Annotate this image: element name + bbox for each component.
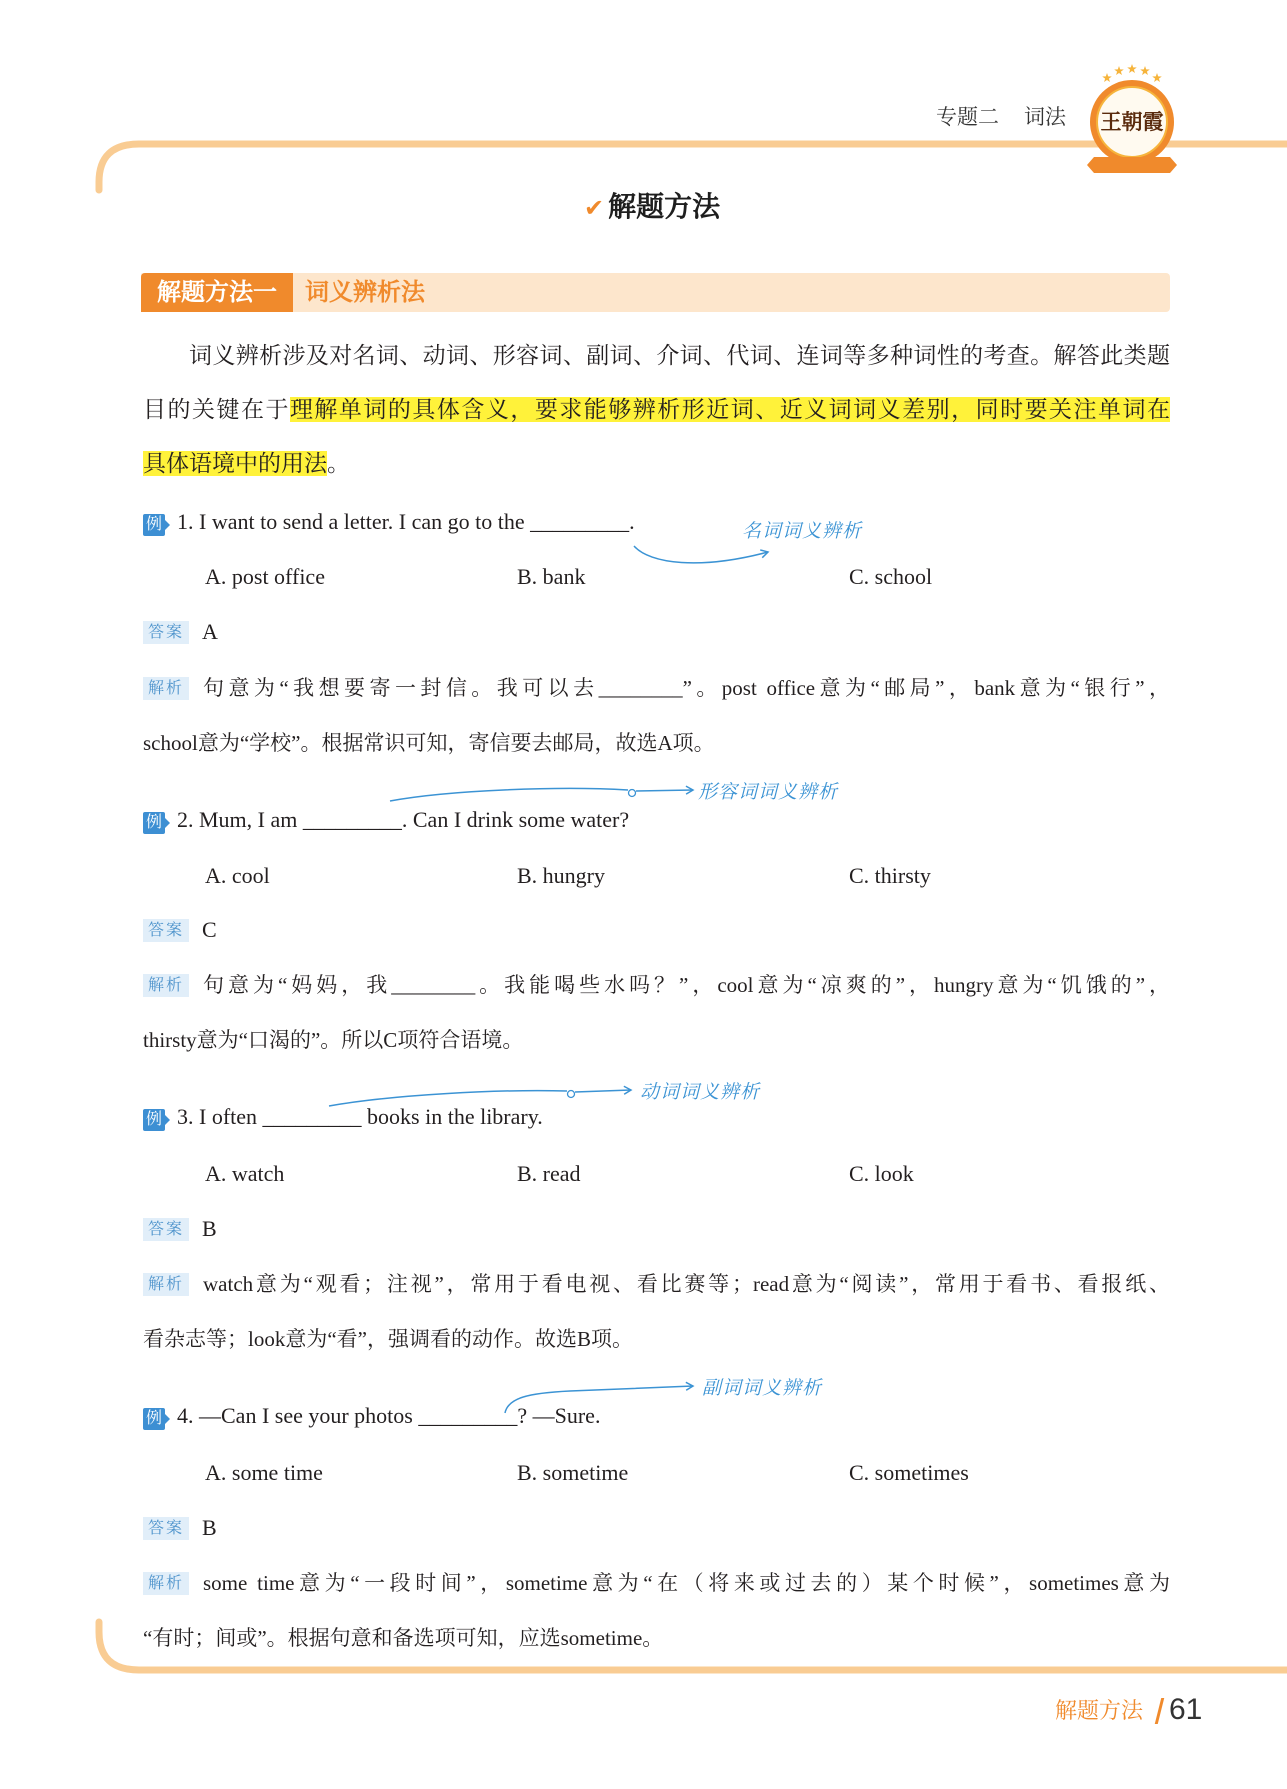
example-icon (143, 812, 165, 834)
method-tag: 解题方法一 (141, 273, 293, 312)
example-3-analysis-line-2: 看杂志等；look意为“看”，强调看的动作。故选B项。 (143, 1327, 633, 1351)
answer-value: C (202, 917, 217, 943)
example-2-question-row (143, 804, 1170, 836)
page-number: 61 (1169, 1693, 1203, 1726)
example-2-question: 2. Mum, I am _________. Can I drink some water? (177, 807, 630, 832)
analysis-label: 解析 (143, 677, 189, 700)
analysis-label: 解析 (143, 1273, 189, 1296)
annotation-arrow-3-loop (568, 1091, 575, 1098)
option-a: A. cool (205, 863, 270, 888)
example-2-annotation: 形容词词义辨析 (698, 782, 839, 803)
annotation-arrow-2-loop (629, 790, 636, 797)
example-1-question-row (143, 506, 1170, 538)
option-c: C. look (849, 1161, 914, 1186)
option-c: C. thirsty (849, 863, 931, 888)
example-1-analysis-line-2: school意为“学校”。根据常识可知，寄信要去邮局，故选A项。 (143, 731, 715, 755)
logo (1080, 62, 1184, 178)
logo-stars (1102, 64, 1162, 82)
answer-label: 答案 (143, 919, 189, 942)
example-1-answer-row (143, 616, 1170, 648)
example-4-answer-row (143, 1512, 1170, 1544)
answer-value: B (202, 1216, 217, 1242)
intro-line-3-text: 。 (327, 451, 350, 476)
footer-section: 解题方法 (1055, 1698, 1144, 1723)
option-b: B. bank (517, 564, 586, 589)
intro-line-3 (143, 437, 1170, 491)
option-a: A. post office (205, 564, 325, 589)
example-2-answer-row (143, 914, 1170, 946)
method-bar (141, 273, 1170, 312)
intro-line-1: 词义辨析涉及对名词、动词、形容词、副词、介词、代词、连词等多种词性的考查。解答此类题 (189, 343, 1170, 368)
example-3-answer-row (143, 1213, 1170, 1245)
header-topic: 专题二 (936, 106, 999, 129)
example-badge-label: 例 (145, 1410, 162, 1428)
example-icon (143, 514, 165, 536)
option-b: B. read (517, 1161, 581, 1186)
example-4-question-row (143, 1400, 1170, 1432)
example-3-options (143, 1158, 1170, 1190)
example-4-question: 4. —Can I see your photos _________? —Sure. (177, 1403, 601, 1428)
annotation-arrow-2-head (636, 790, 693, 791)
example-3-question: 3. I often _________ books in the library. (177, 1104, 543, 1129)
analysis-text: some time意为“一段时间”，sometime意为“在（将来或过去的）某个时候”，sometimes意为 (203, 1571, 1170, 1595)
method-name: 词义辨析法 (305, 279, 425, 306)
example-1-annotation: 名词词义辨析 (742, 521, 863, 542)
intro-paragraph (143, 329, 1170, 491)
example-2-analysis-line-1 (143, 969, 1170, 1001)
intro-line-2 (143, 383, 1170, 437)
option-b: B. sometime (517, 1460, 629, 1485)
example-3-annotation: 动词词义辨析 (640, 1082, 761, 1103)
example-2-options (143, 860, 1170, 892)
example-2-analysis-line-2: thirsty意为“口渴的”。所以C项符合语境。 (143, 1028, 524, 1052)
check-icon: ✔ (584, 194, 605, 222)
logo-text: 王朝霞 (1100, 109, 1164, 134)
example-badge-label: 例 (145, 814, 162, 832)
page-title-text: 解题方法 (608, 191, 721, 222)
answer-value: A (202, 619, 218, 645)
annotation-arrow-2 (390, 788, 628, 801)
option-a: A. some time (205, 1460, 323, 1485)
header-chapter: 词法 (1024, 106, 1066, 129)
option-a: A. watch (205, 1161, 285, 1186)
option-b: B. hungry (517, 863, 605, 888)
example-icon (143, 1109, 165, 1131)
annotation-arrow-3-head (575, 1090, 631, 1092)
analysis-text: watch意为“观看；注视”，常用于看电视、看比赛等；read意为“阅读”，常用于看书、看报纸、 (203, 1272, 1170, 1296)
answer-label: 答案 (143, 621, 189, 644)
analysis-text: 句意为“我想要寄一封信。我可以去________”。post office意为“邮局”，bank意为“银行”， (203, 676, 1170, 700)
intro-line-2-text: 目的关键在于 (143, 397, 290, 422)
example-4-annotation: 副词词义辨析 (702, 1378, 823, 1399)
answer-value: B (202, 1515, 217, 1541)
example-3-analysis-line-1 (143, 1268, 1170, 1300)
analysis-label: 解析 (143, 1572, 189, 1595)
example-badge-label: 例 (145, 1111, 162, 1129)
example-badge-label: 例 (145, 516, 162, 534)
answer-label: 答案 (143, 1218, 189, 1241)
analysis-text: 句意为“妈妈，我________。我能喝些水吗？”，cool意为“凉爽的”，hungry意为“饥饿的”， (203, 973, 1170, 997)
analysis-label: 解析 (143, 974, 189, 997)
intro-highlight-1: 理解单词的具体含义，要求能够辨析形近词、近义词词义差别，同时要关注单词在 (289, 397, 1170, 422)
example-1-question: 1. I want to send a letter. I can go to the _________. (177, 509, 635, 534)
option-c: C. sometimes (849, 1460, 969, 1485)
example-4-options (143, 1457, 1170, 1489)
intro-highlight-2: 具体语境中的用法 (143, 451, 327, 476)
logo-ribbon (1087, 157, 1177, 173)
example-4-analysis-line-1 (143, 1567, 1170, 1599)
answer-label: 答案 (143, 1517, 189, 1540)
example-1-analysis-line-1 (143, 672, 1170, 704)
option-c: C. school (849, 564, 933, 589)
example-4-analysis-line-2: “有时；间或”。根据句意和备选项可知，应选sometime。 (143, 1626, 664, 1650)
example-icon (143, 1408, 165, 1430)
page-title (584, 189, 720, 225)
example-1-options (143, 561, 1170, 593)
footer-divider (1155, 1698, 1164, 1724)
